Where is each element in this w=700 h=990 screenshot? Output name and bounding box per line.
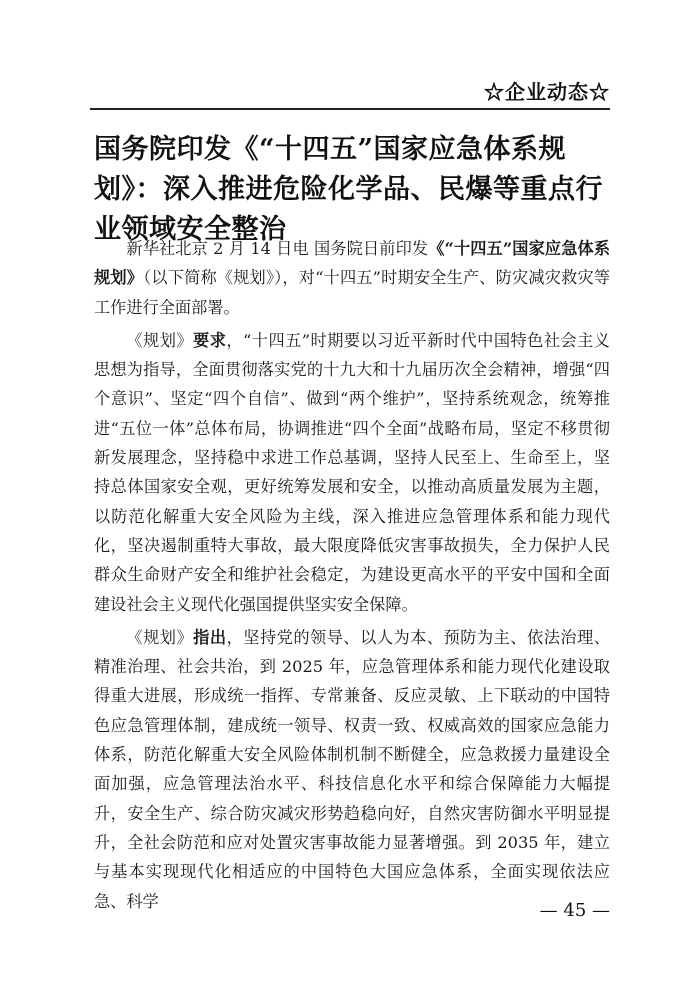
paragraph-3 [94,623,610,916]
section-header: ☆企业动态☆ [484,80,610,104]
header-rule [90,108,610,110]
p1-bold: 《“十四五”国家应急体系规划》 [94,239,611,288]
p2-lead: 《规划》 [126,330,194,350]
paragraph-1 [94,234,610,322]
page-number: — 45 — [539,900,610,921]
p3-rest: ，坚持党的领导、以人为本、预防为主、依法治理、精准治理、社会共治，到 2025 年，应急管理体系和能力现代化建设取得重大进展，形成统一指挥、专常兼备、反应灵敏、上下联动的中国特色应急管理体制，建成统一领导、权责一致、权威高效的国家应急能力体系，防范化解重大安全风险体制机制不断健全，应急救援力量建设全面加强，应急管理法治水平、科技信息化水平和综合保障能力大幅提升，安全生产、综合防灾减灾形势趋稳向好，自然灾害防御水平明显提升，全社会防范和应对处置灾害事故能力显著增强。到 2035 年，建立与基本实现现代化相适应的中国特色大国应急体系，全面实现依法应急、科学 [94,627,611,911]
article-title: 国务院印发《“十四五”国家应急体系规划》：深入推进危险化学品、民爆等重点行业领域安全整治 [94,134,603,245]
p3-lead: 《规划》 [126,627,194,647]
article-body [94,234,610,920]
paragraph-2 [94,326,610,619]
p1-lead: 新华社北京 2 月 14 日电 国务院日前印发 [126,239,429,258]
p2-rest: ，“十四五”时期要以习近平新时代中国特色社会主义思想为指导，全面贯彻落实党的十九大和十九届历次全会精神，增强“四个意识”、坚定“四个自信”、做到“两个维护”，坚持系统观念，统筹推进“五位一体”总体布局，协调推进“四个全面”战略布局，坚定不移贯彻新发展理念，坚持稳中求进工作总基调，坚持人民至上、生命至上，坚持总体国家安全观，更好统筹发展和安全，以推动高质量发展为主题，以防范化解重大安全风险为主线，深入推进应急管理体系和能力现代化，坚决遏制重特大事故，最大限度降低灾害事故损失，全力保护人民群众生命财产安全和维护社会稳定，为建设更高水平的平安中国和全面建设社会主义现代化强国提供坚实安全保障。 [94,330,610,614]
p2-bold: 要求 [193,330,227,350]
p3-bold: 指出 [193,627,227,647]
p1-rest: （以下简称《规划》），对“十四五”时期安全生产、防灾减灾救灾等工作进行全面部署。 [94,268,611,317]
